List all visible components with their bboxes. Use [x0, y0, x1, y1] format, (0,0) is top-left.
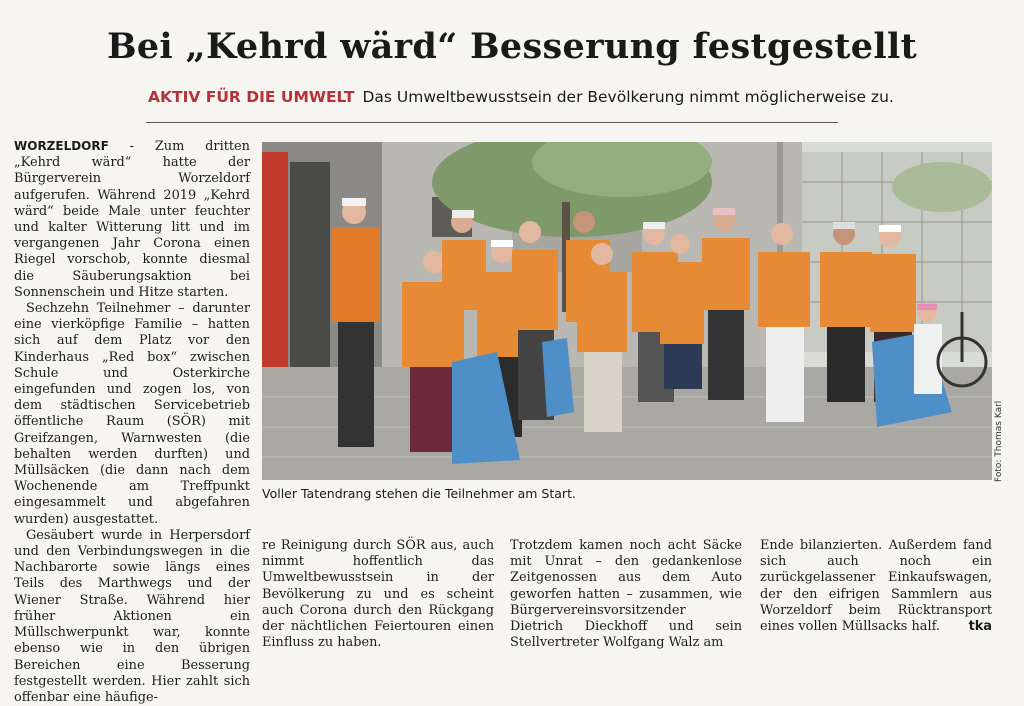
header-rule — [146, 122, 838, 123]
article-column-3 — [510, 538, 742, 651]
photo-credit: Foto: Thomas Karl — [994, 400, 1004, 482]
paragraph-6 — [760, 538, 992, 635]
author-initials: tka — [968, 619, 992, 635]
article-column-4 — [760, 538, 992, 635]
group-photo-illustration — [262, 142, 992, 480]
article-column-2 — [262, 538, 494, 651]
paragraph-1 — [14, 138, 250, 301]
paragraph-6-text: Ende bilanzierten. Außerdem fand sich auch noch ein zurückgelassener Einkaufswagen, der den eifrigen Sammlern aus Worzeldorf beim Rücktransport eines vollen Müllsacks half. — [760, 538, 992, 635]
subtitle: Das Umweltbewusstsein der Bevölkerung nimmt möglicherweise zu. — [362, 88, 894, 106]
photo-caption: Voller Tatendrang stehen die Teilnehmer am Start. — [262, 486, 576, 501]
article-column-1 — [14, 138, 250, 706]
subline — [148, 88, 894, 106]
paragraph-2: Sechzehn Teilnehmer – darunter eine vierköpfige Familie – hatten sich auf dem Platz vor den Kinderhaus „Red box“ zwischen Schule und Osterkirche eingefunden und zogen los, von dem städtischen Servicebetrieb öffentliche Raum (SÖR) mit Greifzangen, Warnwesten (die behalten werden durften) und Müllsäcken (die dann nach dem Wochenende am Treffpunkt eingesammelt und abgefahren wurden) ausgestattet. — [14, 301, 250, 527]
paragraph-1-text: - Zum dritten „Kehrd wärd“ hatte der Bürgerverein Worzeldorf aufgerufen. Während 2019 „Kehrd wärd“ beide Male unter feuchter und kalter Witterung litt und im vergangenen Jahr Corona einen Riegel vorschob, konnte diesmal die Säuberungsaktion bei Sonnenschein und Hitze starten. — [14, 139, 250, 300]
paragraph-4: re Reinigung durch SÖR aus, auch nimmt hoffentlich das Umweltbewusstsein in der Bevölkerung zu und es scheint auch Corona durch den Rückgang der nächtlichen Feiertouren einen Einfluss zu haben. — [262, 538, 494, 651]
article-photo — [262, 142, 992, 480]
headline: Bei „Kehrd wärd“ Besserung festgestellt — [106, 26, 918, 67]
kicker: AKTIV FÜR DIE UMWELT — [148, 88, 355, 106]
paragraph-3: Gesäubert wurde in Herpersdorf und den Verbindungswegen in die Nachbarorte sowie längs eines Teils des Marthwegs und der Wiener Straße. Während hier früher Aktionen ein Müllschwerpunkt war, konnte ebenso wie in den übrigen Bereichen eine Besserung festgestellt werden. Hier zahlt sich offenbar eine häufige- — [14, 527, 250, 705]
dateline: WORZELDORF — [14, 139, 109, 153]
paragraph-5: Trotzdem kamen noch acht Säcke mit Unrat – den gedankenlose Zeitgenossen aus dem Auto geworfen hatten – zusammen, wie Bürgervereinsvorsitzender Dietrich Dieckhoff und sein Stellvertreter Wolfgang Walz am — [510, 538, 742, 651]
